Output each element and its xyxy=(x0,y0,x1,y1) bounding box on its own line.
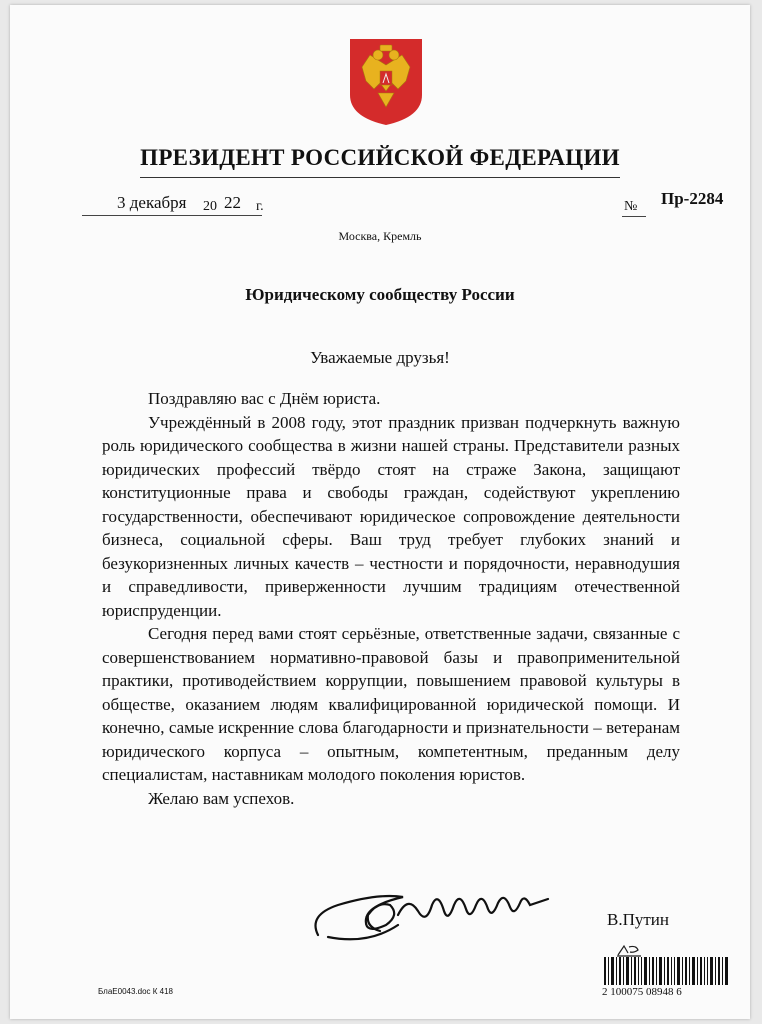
document-number: Пр-2284 xyxy=(661,189,724,208)
signature xyxy=(308,875,558,947)
coat-of-arms-icon xyxy=(348,37,424,127)
addressee: Юридическому сообществу России xyxy=(245,285,515,304)
org-title: ПРЕЗИДЕНТ РОССИЙСКОЙ ФЕДЕРАЦИИ xyxy=(140,145,620,170)
letter-page xyxy=(10,5,750,1019)
header-divider xyxy=(140,177,620,178)
date-day-month: 3 декабря xyxy=(117,193,187,212)
date-g: г. xyxy=(256,199,264,214)
barcode-icon xyxy=(604,957,730,985)
doc-code: БлаЕ0043.doc К 418 xyxy=(98,987,173,996)
number-underline xyxy=(622,216,646,217)
date-year-suffix: 22 xyxy=(224,193,241,212)
barcode-number: 2 100075 08948 6 xyxy=(602,986,682,998)
greeting: Уважаемые друзья! xyxy=(310,348,450,367)
paragraph: Поздравляю вас с Днём юриста. xyxy=(148,389,381,408)
date-year-prefix: 20 xyxy=(203,199,217,214)
paragraph: Сегодня перед вами стоят серьёзные, ответственные задачи, связанные с совершенствованием нормативно-правовой базы и правоприменительной практики, противодействием коррупции, повышением правовой культуры в обществе, оказанием людям квалифицированной юридической помощи. И конечно, самые искренние слова благодарности и признательности – ветеранам юридического корпуса – опытным, компетентным, преданным делу специалистам, наставникам молодого поколения юристов. xyxy=(102,624,680,784)
place: Москва, Кремль xyxy=(338,229,422,243)
paragraph: Желаю вам успехов. xyxy=(148,788,295,808)
letter-body xyxy=(102,387,680,810)
paragraph: Учреждённый в 2008 году, этот праздник призван подчеркнуть важную роль юридического сообщества в жизни нашей страны. Представители разных юридических профессий твёрдо стоят на страже Закона, защищают конституционные права и свободы граждан, содействуют укреплению государственности, обеспечивают юридическое сопровождение деятельности бизнеса, социальной сферы. Ваш труд требует глубоких знаний и безукоризненных личных качеств – честности и порядочности, неравнодушия и справедливости, приверженности лучшим традициям отечественной юриспруденции. xyxy=(102,412,680,620)
registration-mark-icon xyxy=(616,943,642,957)
number-sign: № xyxy=(624,199,638,214)
signer-name: В.Путин xyxy=(607,910,669,929)
